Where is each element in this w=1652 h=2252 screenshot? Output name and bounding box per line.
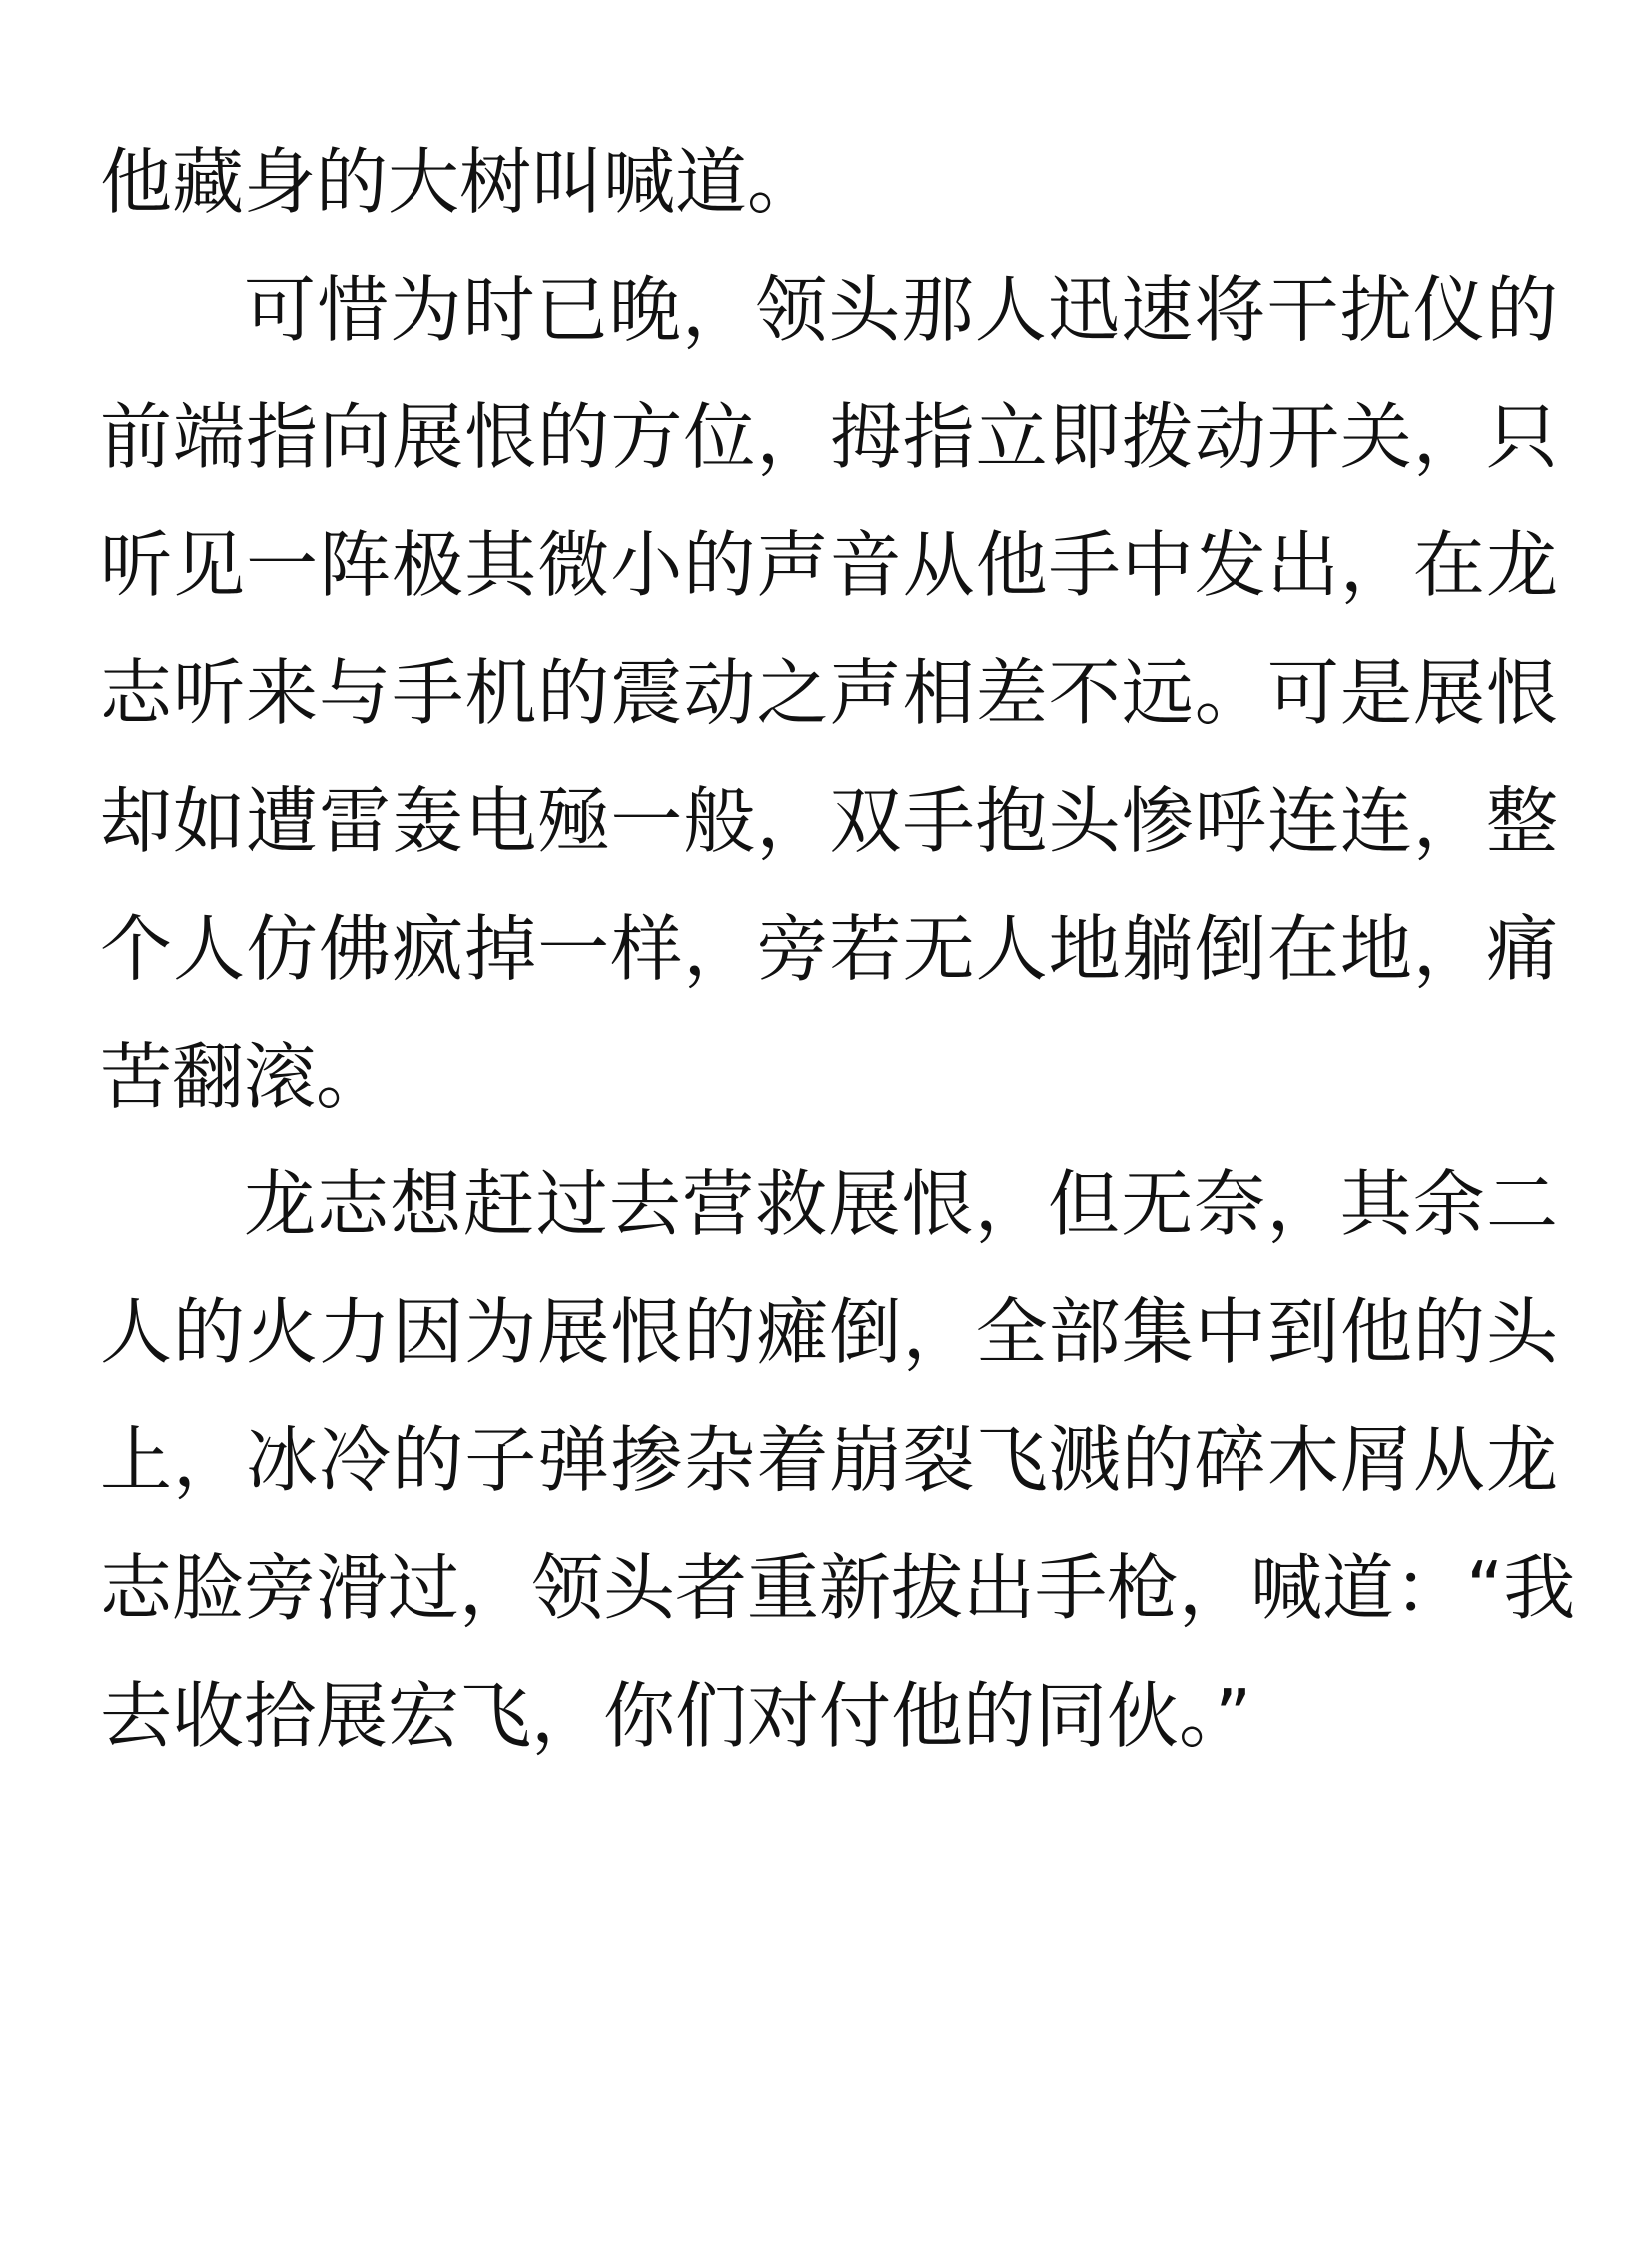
- text-line: 他藏身的大树叫喊道。: [100, 140, 820, 224]
- text-line: 苦翻滚。: [100, 1035, 389, 1119]
- text-line: 上，冰冷的子弹掺杂着崩裂飞溅的碎木屑从龙: [100, 1418, 1558, 1502]
- body-text: [100, 118, 1576, 1780]
- text-line: 去收拾展宏飞，你们对付他的同伙。”: [100, 1674, 1252, 1758]
- text-line: 人的火力因为展恨的瘫倒，全部集中到他的头: [100, 1290, 1558, 1374]
- text-line: 前端指向展恨的方位，拇指立即拨动开关，只: [100, 395, 1558, 479]
- text-line: 却如遭雷轰电殛一般，双手抱头惨呼连连，整: [100, 779, 1558, 863]
- text-line: 志听来与手机的震动之声相差不远。可是展恨: [100, 651, 1558, 735]
- text-line: 个人仿佛疯掉一样，旁若无人地躺倒在地，痛: [100, 907, 1558, 991]
- text-line: 志脸旁滑过，领头者重新拔出手枪，喊道：“我: [100, 1546, 1576, 1630]
- text-line: 听见一阵极其微小的声音从他手中发出，在龙: [100, 523, 1558, 607]
- text-line: 可惜为时已晚，领头那人迅速将干扰仪的: [244, 268, 1558, 352]
- text-line: 龙志想赶过去营救展恨，但无奈，其余二: [244, 1162, 1558, 1246]
